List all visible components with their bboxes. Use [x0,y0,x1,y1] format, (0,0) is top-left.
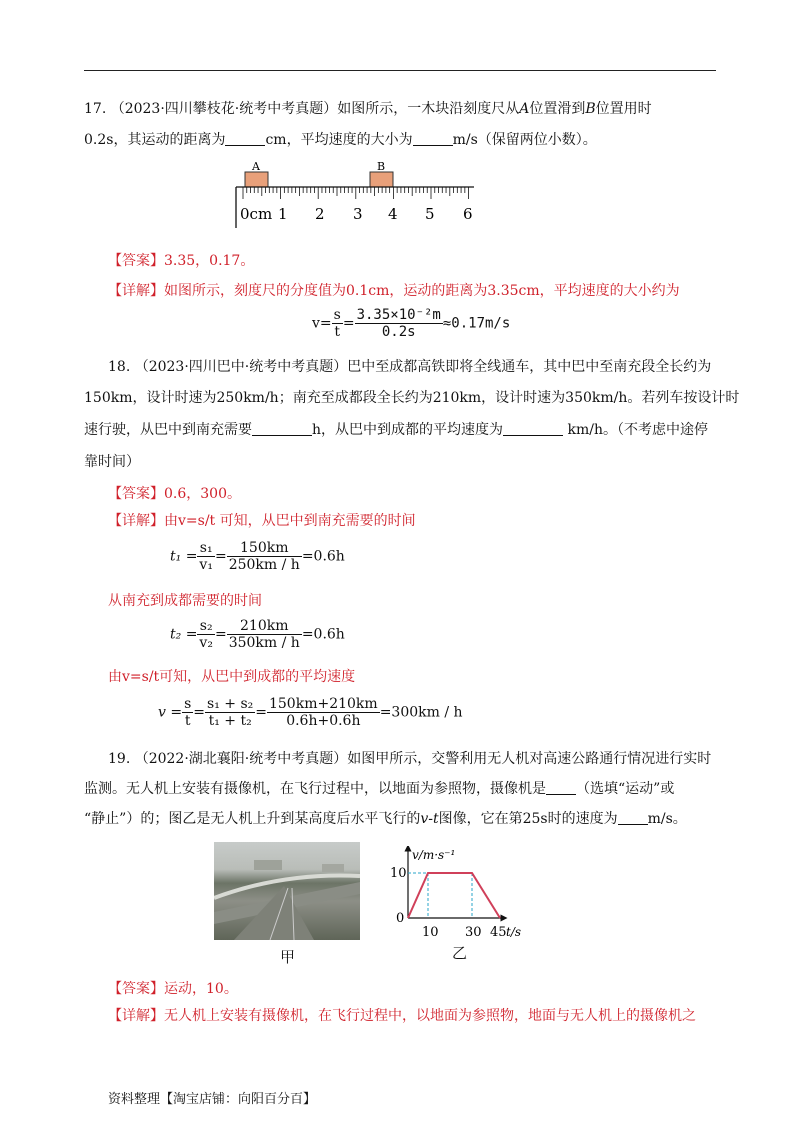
q19-answer: 【答案】运动，10。 [108,981,238,997]
q18-line3: 速行驶，从巴中到南充需要 h，从巴中到成都的平均速度为 km/h。（不考虑中途停 [84,422,708,438]
q19-line2: 监测。无人机上安装有摄像机，在飞行过程中，以地面为参照物，摄像机是 （选填“运动”或 [84,781,675,797]
block-a-label: A [252,160,260,173]
ruler-label-1: 1 [278,205,288,223]
q19-line1: 19. （2022·湖北襄阳·统考中考真题）如图甲所示，交警利用无人机对高速公路通行情况进行实时 [108,751,712,767]
ruler-label-0: 0cm [240,205,273,223]
graph-x-axis-label: t/s [506,925,522,939]
ruler-label-4: 4 [388,205,398,223]
footer-credit: 资料整理【淘宝店铺：向阳百分百】 [108,1092,317,1107]
block-a [245,172,268,187]
block-b-label: B [377,160,386,173]
q18-line2: 150km，设计时速为250km/h；南充至成都段全长约为210km，设计时速为350km/h。若列车按设计时 [84,390,740,406]
answer-blank [252,421,312,436]
ruler-label-2: 2 [315,205,325,223]
figure-yi-label: 乙 [452,944,468,962]
answer-blank [618,810,648,825]
highway-photo-drawing [214,842,360,940]
graph-y-tick-10: 10 [390,866,407,881]
q18-line4: 靠时间） [84,454,140,470]
q17-answer: 【答案】3.35，0.17。 [108,253,255,269]
ruler-figure [226,158,486,230]
ruler-labels [240,205,473,223]
q17-equation: v= $\frac{s}{t}$ = $\frac{\text{3.35×10⁻²m}}{0.2s}$ ≈0.17m/s [312,307,511,340]
q18-detail3: 由v=s/t可知，从巴中到成都的平均速度 [108,669,356,685]
vt-line [408,873,500,918]
ruler-label-5: 5 [425,205,435,223]
answer-blank [546,780,576,795]
q17-detail: 【详解】如图所示，刻度尺的分度值为0.1cm，运动的距离为3.35cm，平均速度的大小约为 [108,283,680,299]
q18-line1: 18. （2023·四川巴中·统考中考真题）巴中至成都高铁即将全线通车，其中巴中至南充段全长约为 [108,359,712,375]
ruler-label-6: 6 [463,205,473,223]
q17-line2: 0.2s，其运动的距离为 cm，平均速度的大小为 m/s（保留两位小数）。 [84,132,597,148]
ruler-label-3: 3 [353,205,363,223]
q18-detail2: 从南充到成都需要的时间 [108,593,262,609]
q18-detail1: 【详解】由v=s/t 可知，从巴中到南充需要的时间 [108,513,416,529]
graph-x-tick-45: 45 [490,925,507,940]
q19-detail: 【详解】无人机上安装有摄像机，在飞行过程中，以地面为参照物，地面与无人机上的摄像机之 [108,1008,696,1024]
header-rule [84,70,716,71]
q18-equation3: v = $\frac{s}{t}$ = $\frac{\text{s₁ + s₂}}{\text{t₁ + t₂}}$ = $\frac{150km+210km}{0.6h+0.6h}$ =300km / h [158,696,463,729]
block-b [370,172,393,187]
figure-jia-label: 甲 [280,948,296,966]
answer-blank [225,131,265,146]
graph-x-tick-30: 30 [465,925,482,940]
q18-answer: 【答案】0.6，300。 [108,486,241,502]
highway-photo [214,842,360,940]
graph-origin: 0 [396,911,405,926]
answer-blank [503,421,563,436]
graph-y-axis-label: v/m·s⁻¹ [412,848,456,862]
answer-blank [413,131,453,146]
ruler-ticks [243,187,469,199]
graph-x-tick-10: 10 [422,925,439,940]
q18-equation2: t₂ = $\frac{\text{s₂}}{\text{v₂}}$ = $\frac{210km}{350km / h}$ =0.6h [170,618,345,651]
q19-line3: “静止”）的；图乙是无人机上升到某高度后水平飞行的v-t图像，它在第25s时的速度为 m/s。 [84,811,687,827]
q18-equation1: t₁ = $\frac{\text{s₁}}{\text{v₁}}$ = $\frac{150km}{250km / h}$ =0.6h [170,540,345,573]
q17-line1: 17. （2023·四川攀枝花·统考中考真题）如图所示，一木块沿刻度尺从A位置滑到B位置用时 [84,101,652,117]
